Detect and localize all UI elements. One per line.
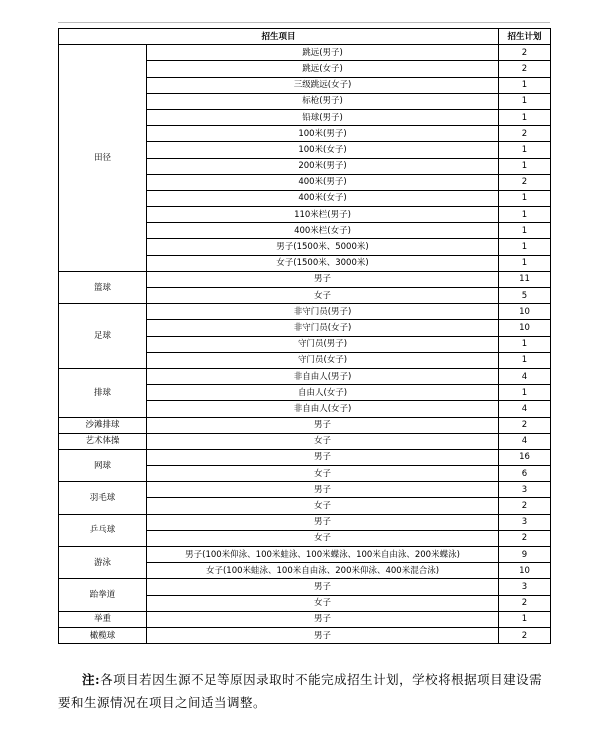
sport-cell: 篮球 bbox=[59, 271, 147, 303]
plan-cell: 10 bbox=[499, 563, 551, 579]
item-cell: 女子 bbox=[147, 530, 499, 546]
plan-cell: 1 bbox=[499, 190, 551, 206]
sport-cell: 网球 bbox=[59, 449, 147, 481]
table-row bbox=[59, 579, 551, 595]
plan-cell: 2 bbox=[499, 498, 551, 514]
table-row bbox=[59, 417, 551, 433]
item-cell: 男子 bbox=[147, 579, 499, 595]
plan-cell: 16 bbox=[499, 449, 551, 465]
plan-cell: 2 bbox=[499, 417, 551, 433]
plan-cell: 1 bbox=[499, 77, 551, 93]
plan-cell: 1 bbox=[499, 142, 551, 158]
item-cell: 男子 bbox=[147, 514, 499, 530]
plan-cell: 1 bbox=[499, 158, 551, 174]
plan-cell: 4 bbox=[499, 401, 551, 417]
table-row bbox=[59, 368, 551, 384]
item-cell: 女子 bbox=[147, 288, 499, 304]
item-cell: 男子(100米仰泳、100米蛙泳、100米蝶泳、100米自由泳、200米蝶泳) bbox=[147, 547, 499, 563]
plan-cell: 3 bbox=[499, 579, 551, 595]
item-cell: 三级跳远(女子) bbox=[147, 77, 499, 93]
item-cell: 男子(1500米、5000米) bbox=[147, 239, 499, 255]
item-cell: 守门员(女子) bbox=[147, 352, 499, 368]
plan-cell: 11 bbox=[499, 271, 551, 287]
plan-cell: 1 bbox=[499, 255, 551, 271]
item-cell: 100米(男子) bbox=[147, 126, 499, 142]
item-cell: 100米(女子) bbox=[147, 142, 499, 158]
sport-cell: 跆拳道 bbox=[59, 579, 147, 611]
plan-cell: 4 bbox=[499, 368, 551, 384]
plan-cell: 2 bbox=[499, 627, 551, 643]
item-cell: 跳远(女子) bbox=[147, 61, 499, 77]
plan-cell: 2 bbox=[499, 595, 551, 611]
footnote bbox=[58, 668, 550, 714]
sport-cell: 游泳 bbox=[59, 547, 147, 579]
table-body bbox=[59, 45, 551, 644]
sport-cell: 艺术体操 bbox=[59, 433, 147, 449]
plan-cell: 2 bbox=[499, 61, 551, 77]
sport-cell: 排球 bbox=[59, 368, 147, 417]
plan-cell: 2 bbox=[499, 45, 551, 61]
item-cell: 非自由人(男子) bbox=[147, 368, 499, 384]
item-cell: 跳远(男子) bbox=[147, 45, 499, 61]
table-row bbox=[59, 433, 551, 449]
header-plan: 招生计划 bbox=[499, 29, 551, 45]
sport-cell: 举重 bbox=[59, 611, 147, 627]
item-cell: 400米栏(女子) bbox=[147, 223, 499, 239]
enrollment-plan-table bbox=[58, 28, 551, 644]
item-cell: 女子(1500米、3000米) bbox=[147, 255, 499, 271]
plan-cell: 3 bbox=[499, 482, 551, 498]
plan-cell: 6 bbox=[499, 466, 551, 482]
item-cell: 非守门员(男子) bbox=[147, 304, 499, 320]
table-header-row bbox=[59, 29, 551, 45]
table-row bbox=[59, 627, 551, 643]
table-row bbox=[59, 304, 551, 320]
item-cell: 自由人(女子) bbox=[147, 385, 499, 401]
plan-cell: 10 bbox=[499, 320, 551, 336]
plan-cell: 10 bbox=[499, 304, 551, 320]
plan-cell: 1 bbox=[499, 385, 551, 401]
plan-cell: 4 bbox=[499, 433, 551, 449]
sport-cell: 橄榄球 bbox=[59, 627, 147, 643]
item-cell: 标枪(男子) bbox=[147, 93, 499, 109]
item-cell: 110米栏(男子) bbox=[147, 207, 499, 223]
plan-cell: 1 bbox=[499, 352, 551, 368]
item-cell: 男子 bbox=[147, 611, 499, 627]
item-cell: 非自由人(女子) bbox=[147, 401, 499, 417]
item-cell: 200米(男子) bbox=[147, 158, 499, 174]
plan-cell: 5 bbox=[499, 288, 551, 304]
item-cell: 男子 bbox=[147, 271, 499, 287]
table-row bbox=[59, 611, 551, 627]
plan-cell: 1 bbox=[499, 239, 551, 255]
item-cell: 男子 bbox=[147, 627, 499, 643]
item-cell: 男子 bbox=[147, 482, 499, 498]
sport-cell: 田径 bbox=[59, 45, 147, 272]
plan-cell: 3 bbox=[499, 514, 551, 530]
plan-cell: 9 bbox=[499, 547, 551, 563]
table-row bbox=[59, 271, 551, 287]
plan-cell: 1 bbox=[499, 109, 551, 125]
sport-cell: 足球 bbox=[59, 304, 147, 369]
item-cell: 女子 bbox=[147, 595, 499, 611]
table-row bbox=[59, 449, 551, 465]
table-row bbox=[59, 514, 551, 530]
plan-cell: 2 bbox=[499, 126, 551, 142]
footnote-label: 注: bbox=[82, 672, 101, 687]
plan-cell: 1 bbox=[499, 336, 551, 352]
item-cell: 女子(100米蛙泳、100米自由泳、200米仰泳、400米混合泳) bbox=[147, 563, 499, 579]
sport-cell: 羽毛球 bbox=[59, 482, 147, 514]
table-row bbox=[59, 482, 551, 498]
top-rule bbox=[58, 22, 550, 23]
plan-cell: 1 bbox=[499, 611, 551, 627]
sport-cell: 乒乓球 bbox=[59, 514, 147, 546]
item-cell: 女子 bbox=[147, 466, 499, 482]
item-cell: 400米(女子) bbox=[147, 190, 499, 206]
plan-cell: 1 bbox=[499, 93, 551, 109]
item-cell: 男子 bbox=[147, 417, 499, 433]
item-cell: 女子 bbox=[147, 498, 499, 514]
footnote-text: 各项目若因生源不足等原因录取时不能完成招生计划，学校将根据项目建设需要和生源情况在项目之间适当调整。 bbox=[58, 672, 543, 710]
item-cell: 非守门员(女子) bbox=[147, 320, 499, 336]
plan-cell: 2 bbox=[499, 530, 551, 546]
header-item: 招生项目 bbox=[59, 29, 499, 45]
plan-cell: 2 bbox=[499, 174, 551, 190]
item-cell: 铅球(男子) bbox=[147, 109, 499, 125]
sport-cell: 沙滩排球 bbox=[59, 417, 147, 433]
item-cell: 400米(男子) bbox=[147, 174, 499, 190]
plan-cell: 1 bbox=[499, 223, 551, 239]
plan-cell: 1 bbox=[499, 207, 551, 223]
table-row bbox=[59, 45, 551, 61]
item-cell: 女子 bbox=[147, 433, 499, 449]
item-cell: 守门员(男子) bbox=[147, 336, 499, 352]
item-cell: 男子 bbox=[147, 449, 499, 465]
table-row bbox=[59, 547, 551, 563]
